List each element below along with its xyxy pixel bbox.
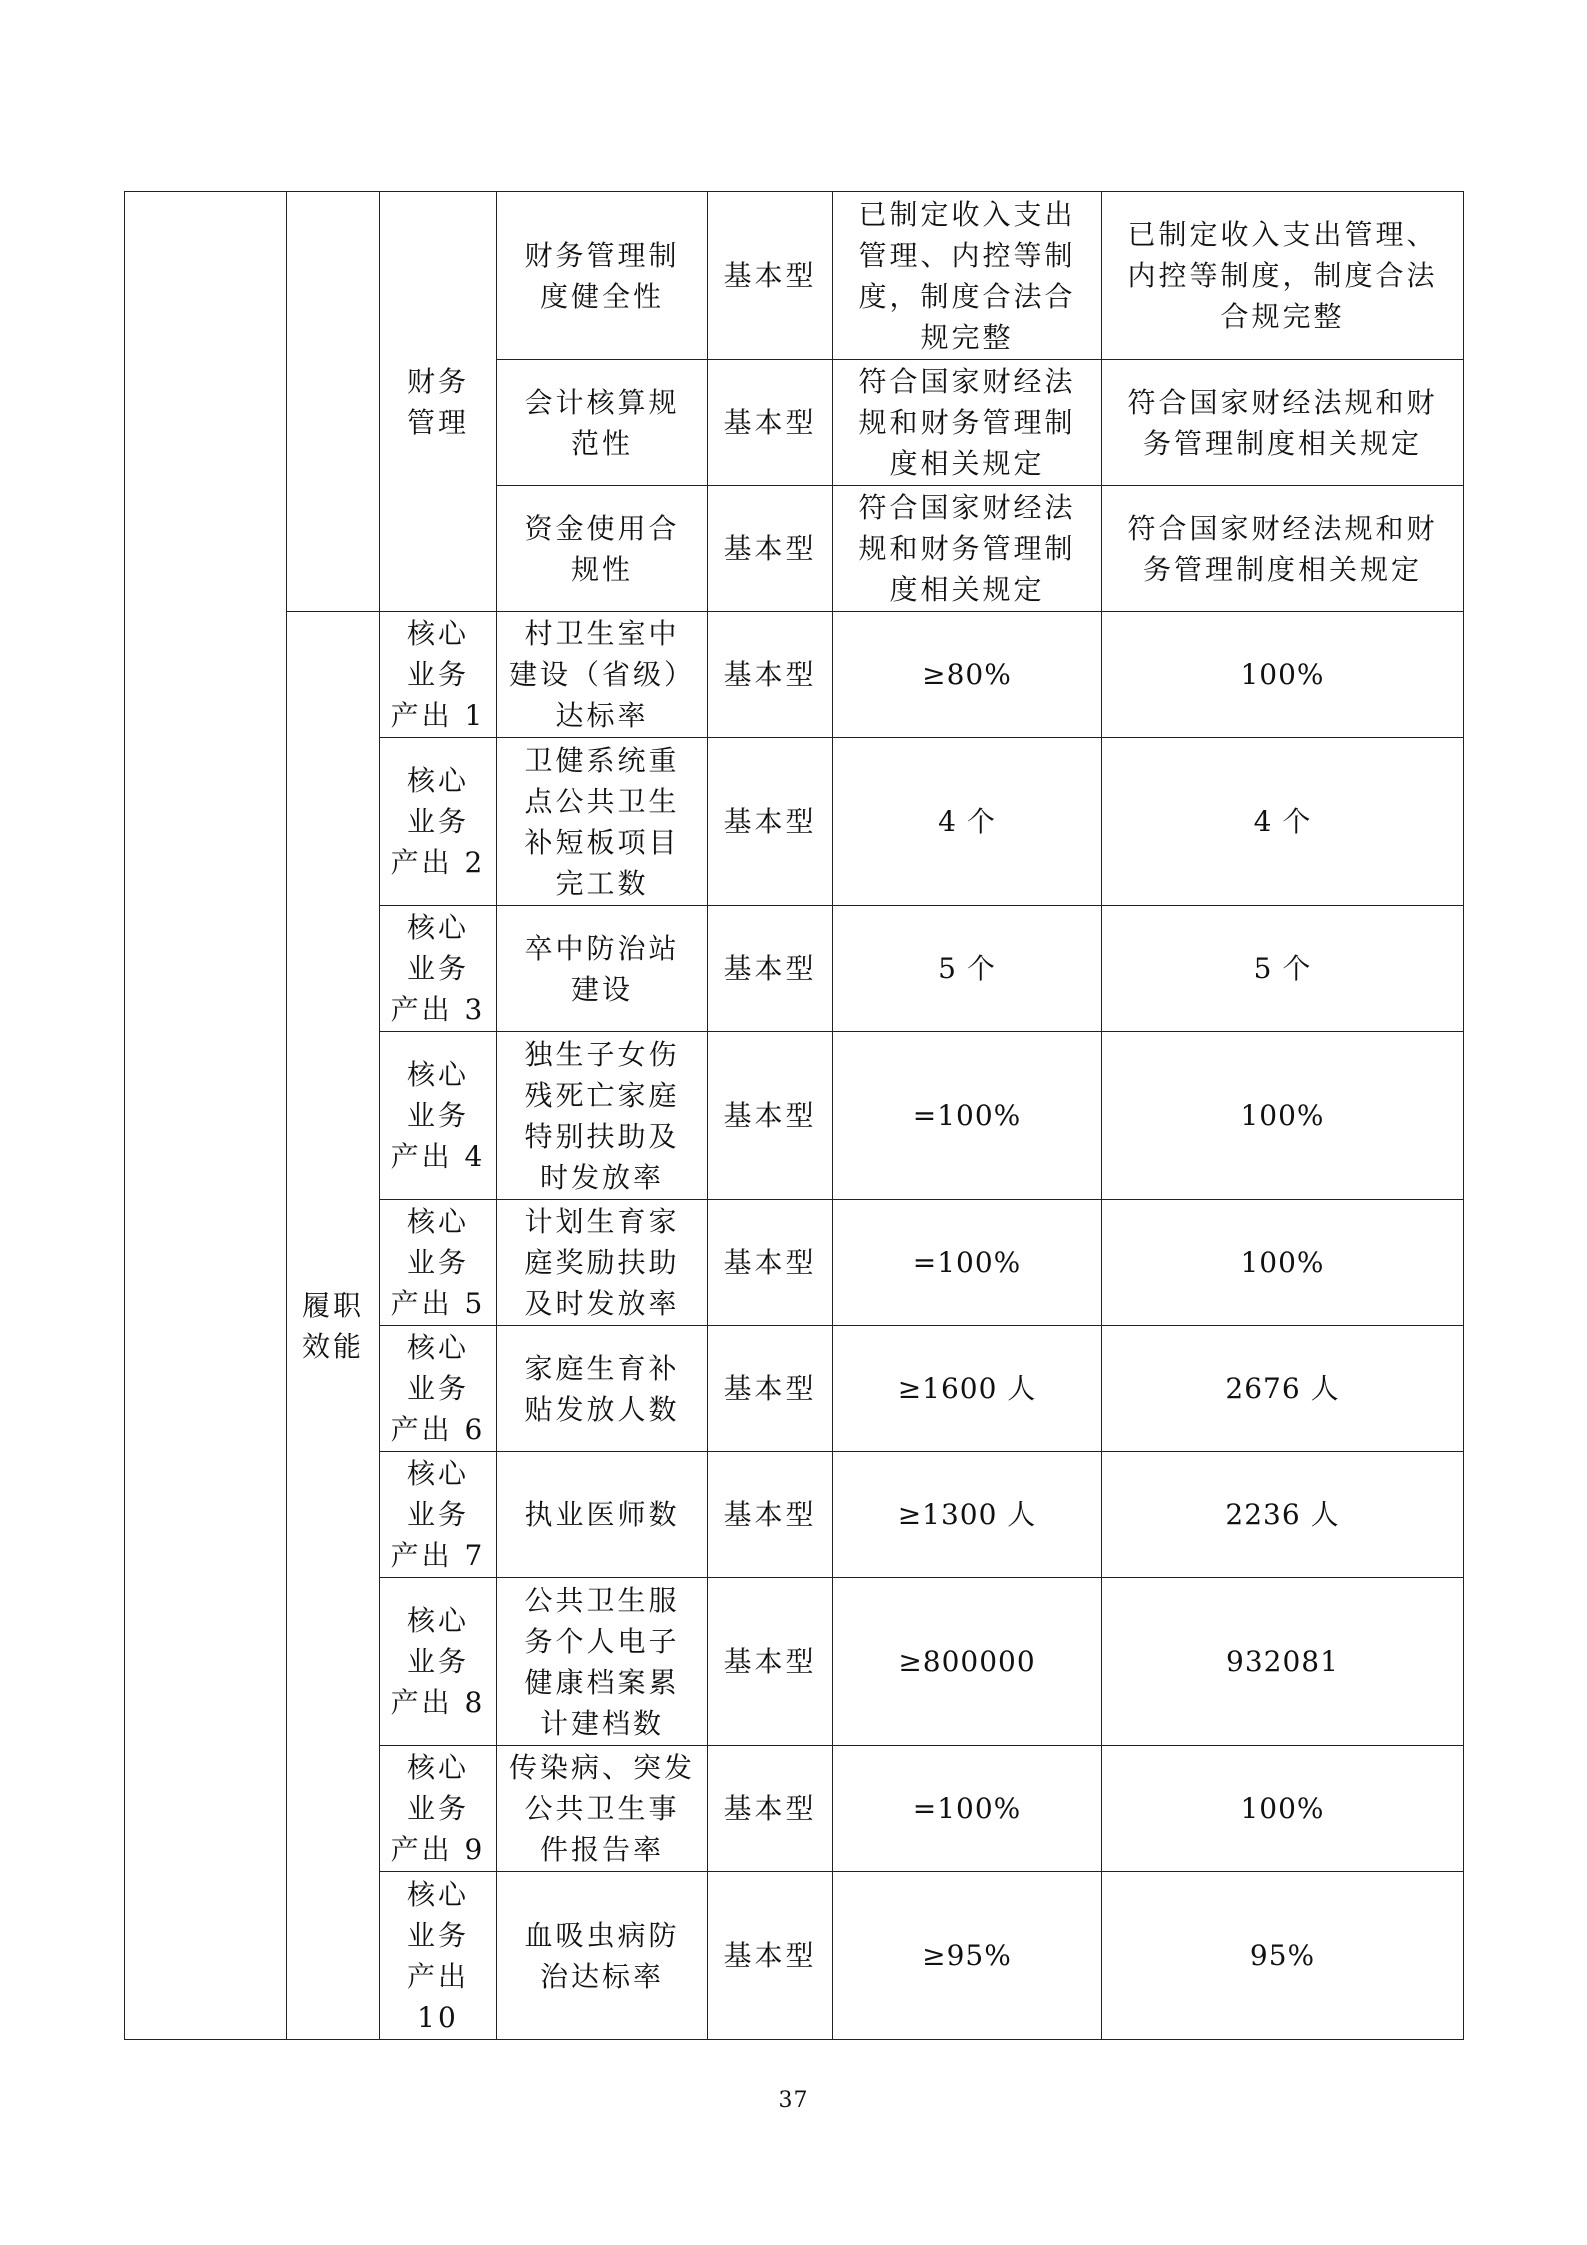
target-cell: 4 个: [833, 738, 1102, 906]
actual-cell: 已制定收入支出管理、 内控等制度，制度合法 合规完整: [1102, 192, 1464, 360]
actual-cell: 932081: [1102, 1578, 1464, 1746]
output-cell: 核心 业务 产出 2: [380, 738, 497, 906]
actual-cell: 100%: [1102, 1032, 1464, 1200]
target-cell: 已制定收入支出 管理、内控等制 度，制度合法合 规完整: [833, 192, 1102, 360]
target-cell: ≥1300 人: [833, 1452, 1102, 1578]
indicator-cell: 卫健系统重 点公共卫生 补短板项目 完工数: [497, 738, 708, 906]
table-row: [125, 612, 1464, 738]
output-cell: 核心 业务 产出 5: [380, 1200, 497, 1326]
indicator-cell: 资金使用合 规性: [497, 486, 708, 612]
target-cell: ≥95%: [833, 1872, 1102, 2040]
output-cell: 核心 业务 产出 6: [380, 1326, 497, 1452]
page-number: 37: [778, 2088, 809, 2113]
finance-category-cell: 财务 管理: [380, 192, 497, 612]
type-cell: 基本型: [708, 738, 833, 906]
table-row: [125, 192, 1464, 360]
indicator-cell: 血吸虫病防 治达标率: [497, 1872, 708, 2040]
actual-cell: 100%: [1102, 1200, 1464, 1326]
actual-cell: 2236 人: [1102, 1452, 1464, 1578]
type-cell: 基本型: [708, 192, 833, 360]
type-cell: 基本型: [708, 1032, 833, 1200]
actual-cell: 2676 人: [1102, 1326, 1464, 1452]
output-cell: 核心 业务 产出 9: [380, 1746, 497, 1872]
level1-cell-empty: [125, 192, 287, 2040]
actual-cell: 符合国家财经法规和财 务管理制度相关规定: [1102, 360, 1464, 486]
output-cell: 核心 业务 产出 7: [380, 1452, 497, 1578]
target-cell: ≥800000: [833, 1578, 1102, 1746]
actual-cell: 4 个: [1102, 738, 1464, 906]
target-cell: =100%: [833, 1746, 1102, 1872]
type-cell: 基本型: [708, 360, 833, 486]
target-cell: ≥80%: [833, 612, 1102, 738]
output-cell: 核心 业务 产出 8: [380, 1578, 497, 1746]
indicator-cell: 公共卫生服 务个人电子 健康档案累 计建档数: [497, 1578, 708, 1746]
type-cell: 基本型: [708, 1200, 833, 1326]
type-cell: 基本型: [708, 1746, 833, 1872]
type-cell: 基本型: [708, 1872, 833, 2040]
indicator-cell: 执业医师数: [497, 1452, 708, 1578]
indicator-cell: 传染病、突发 公共卫生事 件报告率: [497, 1746, 708, 1872]
type-cell: 基本型: [708, 1578, 833, 1746]
output-cell: 核心 业务 产出 4: [380, 1032, 497, 1200]
output-cell: 核心 业务 产出 3: [380, 906, 497, 1032]
indicator-cell: 独生子女伤 残死亡家庭 特别扶助及 时发放率: [497, 1032, 708, 1200]
indicator-cell: 会计核算规 范性: [497, 360, 708, 486]
target-cell: 符合国家财经法 规和财务管理制 度相关规定: [833, 486, 1102, 612]
target-cell: 符合国家财经法 规和财务管理制 度相关规定: [833, 360, 1102, 486]
indicator-table: [124, 191, 1464, 2040]
type-cell: 基本型: [708, 1326, 833, 1452]
output-cell: 核心 业务 产出 1: [380, 612, 497, 738]
actual-cell: 100%: [1102, 612, 1464, 738]
type-cell: 基本型: [708, 906, 833, 1032]
type-cell: 基本型: [708, 1452, 833, 1578]
target-cell: =100%: [833, 1200, 1102, 1326]
output-cell: 核心 业务 产出 10: [380, 1872, 497, 2040]
type-cell: 基本型: [708, 486, 833, 612]
target-cell: ≥1600 人: [833, 1326, 1102, 1452]
indicator-cell: 村卫生室中 建设（省级） 达标率: [497, 612, 708, 738]
indicator-cell: 家庭生育补 贴发放人数: [497, 1326, 708, 1452]
target-cell: 5 个: [833, 906, 1102, 1032]
indicator-cell: 卒中防治站 建设: [497, 906, 708, 1032]
indicator-cell: 财务管理制 度健全性: [497, 192, 708, 360]
actual-cell: 95%: [1102, 1872, 1464, 2040]
indicator-cell: 计划生育家 庭奖励扶助 及时发放率: [497, 1200, 708, 1326]
type-cell: 基本型: [708, 612, 833, 738]
target-cell: =100%: [833, 1032, 1102, 1200]
performance-category-cell: 履职 效能: [287, 612, 380, 2040]
level2-cell-empty: [287, 192, 380, 612]
actual-cell: 符合国家财经法规和财 务管理制度相关规定: [1102, 486, 1464, 612]
actual-cell: 100%: [1102, 1746, 1464, 1872]
actual-cell: 5 个: [1102, 906, 1464, 1032]
